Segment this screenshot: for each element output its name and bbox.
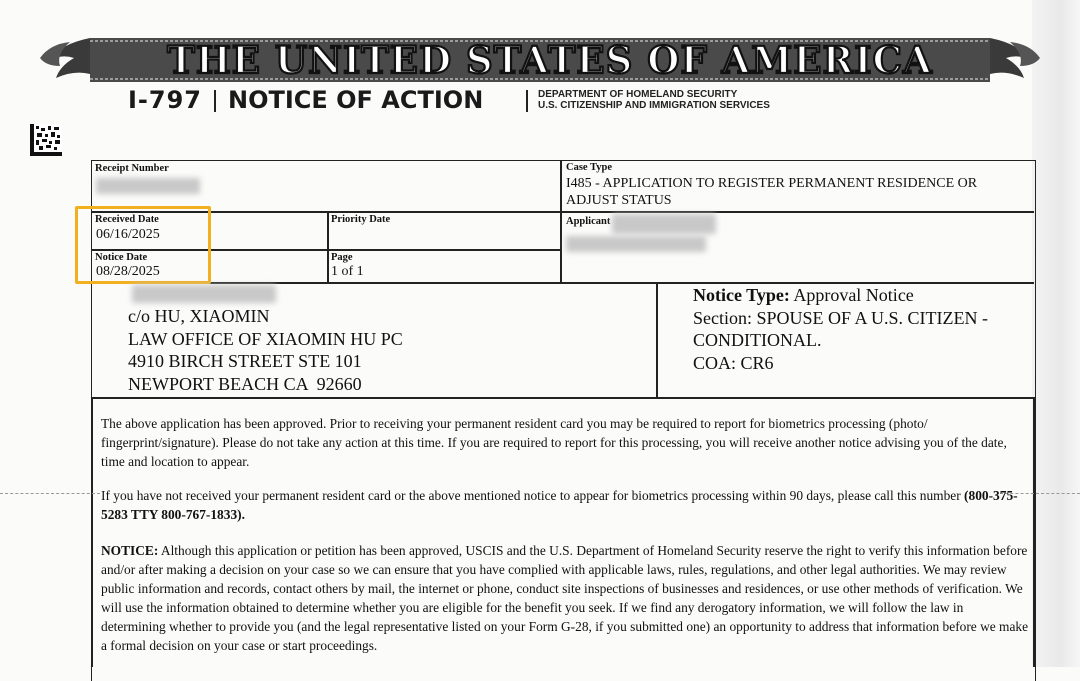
notice-title: NOTICE OF ACTION (228, 86, 484, 114)
mailing-address (128, 305, 403, 395)
applicant-redacted (612, 214, 716, 234)
receipt-number-label: Receipt Number (95, 163, 169, 174)
received-date-value: 06/16/2025 (96, 227, 160, 242)
divider (91, 397, 1034, 399)
divider (560, 160, 562, 282)
notice-type-block (693, 284, 988, 374)
received-date-label: Received Date (95, 214, 159, 225)
applicant-redacted (566, 236, 706, 252)
divider (656, 282, 658, 397)
banner-title: THE UNITED STATES OF AMERICA (167, 40, 933, 80)
header-separator (526, 90, 528, 112)
date-highlight-box (75, 206, 211, 284)
notice-date-label: Notice Date (95, 252, 148, 263)
header-separator (214, 90, 216, 112)
applicant-label: Applicant (566, 216, 611, 227)
contact-paragraph (101, 486, 1031, 524)
notice-type-label: Notice Type: (693, 285, 790, 305)
address-line: NEWPORT BEACH CA 92660 (128, 373, 362, 394)
section-line: CONDITIONAL. (693, 330, 822, 350)
case-type-value: I485 - APPLICATION TO REGISTER PERMANENT RESIDENCE OR ADJUST STATUS (566, 176, 978, 208)
divider (1033, 397, 1035, 667)
section-line: Section: SPOUSE OF A U.S. CITIZEN - (693, 307, 989, 328)
receipt-number-redacted (96, 178, 200, 194)
address-line: LAW OFFICE OF XIAOMIN HU PC (128, 328, 403, 349)
divider (91, 211, 1034, 213)
agency-name (538, 89, 770, 111)
notice-text: Although this application or petition has been approved, USCIS and the U.S. Department of Homeland Security reserve the right to verify this information before and/or after making a decision on your case so we can ensure that you have complied with applicable laws, rules, regulations, and other legal authorities. We may review public information and records, contact others by mail, the internet or phone, conduct site inspections of businesses and residences, or use other methods of verification. We will use the information obtained to determine whether you are eligible for the benefit you seek. If we find any derogatory information, we will follow the law in determining whether to provide you (and the legal representative listed on your Form G-28, if you submitted one) an opportunity to address that information before we make a formal decision on your case or start proceedings. (101, 543, 1029, 653)
recipient-name-redacted (132, 285, 276, 303)
barcode-icon (30, 124, 62, 156)
divider (327, 211, 329, 282)
priority-date-label: Priority Date (331, 214, 391, 225)
page-edge-shadow (1032, 0, 1080, 667)
notice-type-line (693, 284, 988, 307)
decorative-banner (30, 14, 1050, 90)
notice-label: NOTICE: (101, 543, 159, 558)
contact-text: If you have not received your permanent resident card or the above mentioned notice to appear for biometrics processing within 90 days, please call this number (101, 488, 965, 503)
divider (91, 397, 93, 667)
page-value: 1 of 1 (331, 264, 364, 279)
case-type-label: Case Type (566, 162, 612, 173)
scan-artifact (0, 493, 100, 494)
address-line: 4910 BIRCH STREET STE 101 (128, 351, 362, 371)
notice-type-value: Approval Notice (793, 285, 914, 305)
notice-date-value: 08/28/2025 (96, 264, 160, 279)
approval-paragraph: The above application has been approved. Prior to receiving your permanent resident card you may be required to report for biometrics processing (photo/ fingerprint/signature). Please do not take any action at this time. If you are required to report for this processing, you will receive another notice advising you of the date, time and location to appear. (101, 416, 1007, 469)
page-label: Page (331, 252, 353, 263)
coa-line: COA: CR6 (693, 352, 774, 373)
phone-number: (800-375-5283 TTY 800-767-1833). (101, 488, 1018, 522)
address-line: c/o HU, XIAOMIN (128, 306, 270, 326)
form-number: I-797 (128, 86, 202, 114)
agency-line-2: U.S. CITIZENSHIP AND IMMIGRATION SERVICES (538, 100, 770, 111)
notice-paragraph (101, 541, 1031, 655)
agency-line-1: DEPARTMENT OF HOMELAND SECURITY (538, 89, 738, 100)
